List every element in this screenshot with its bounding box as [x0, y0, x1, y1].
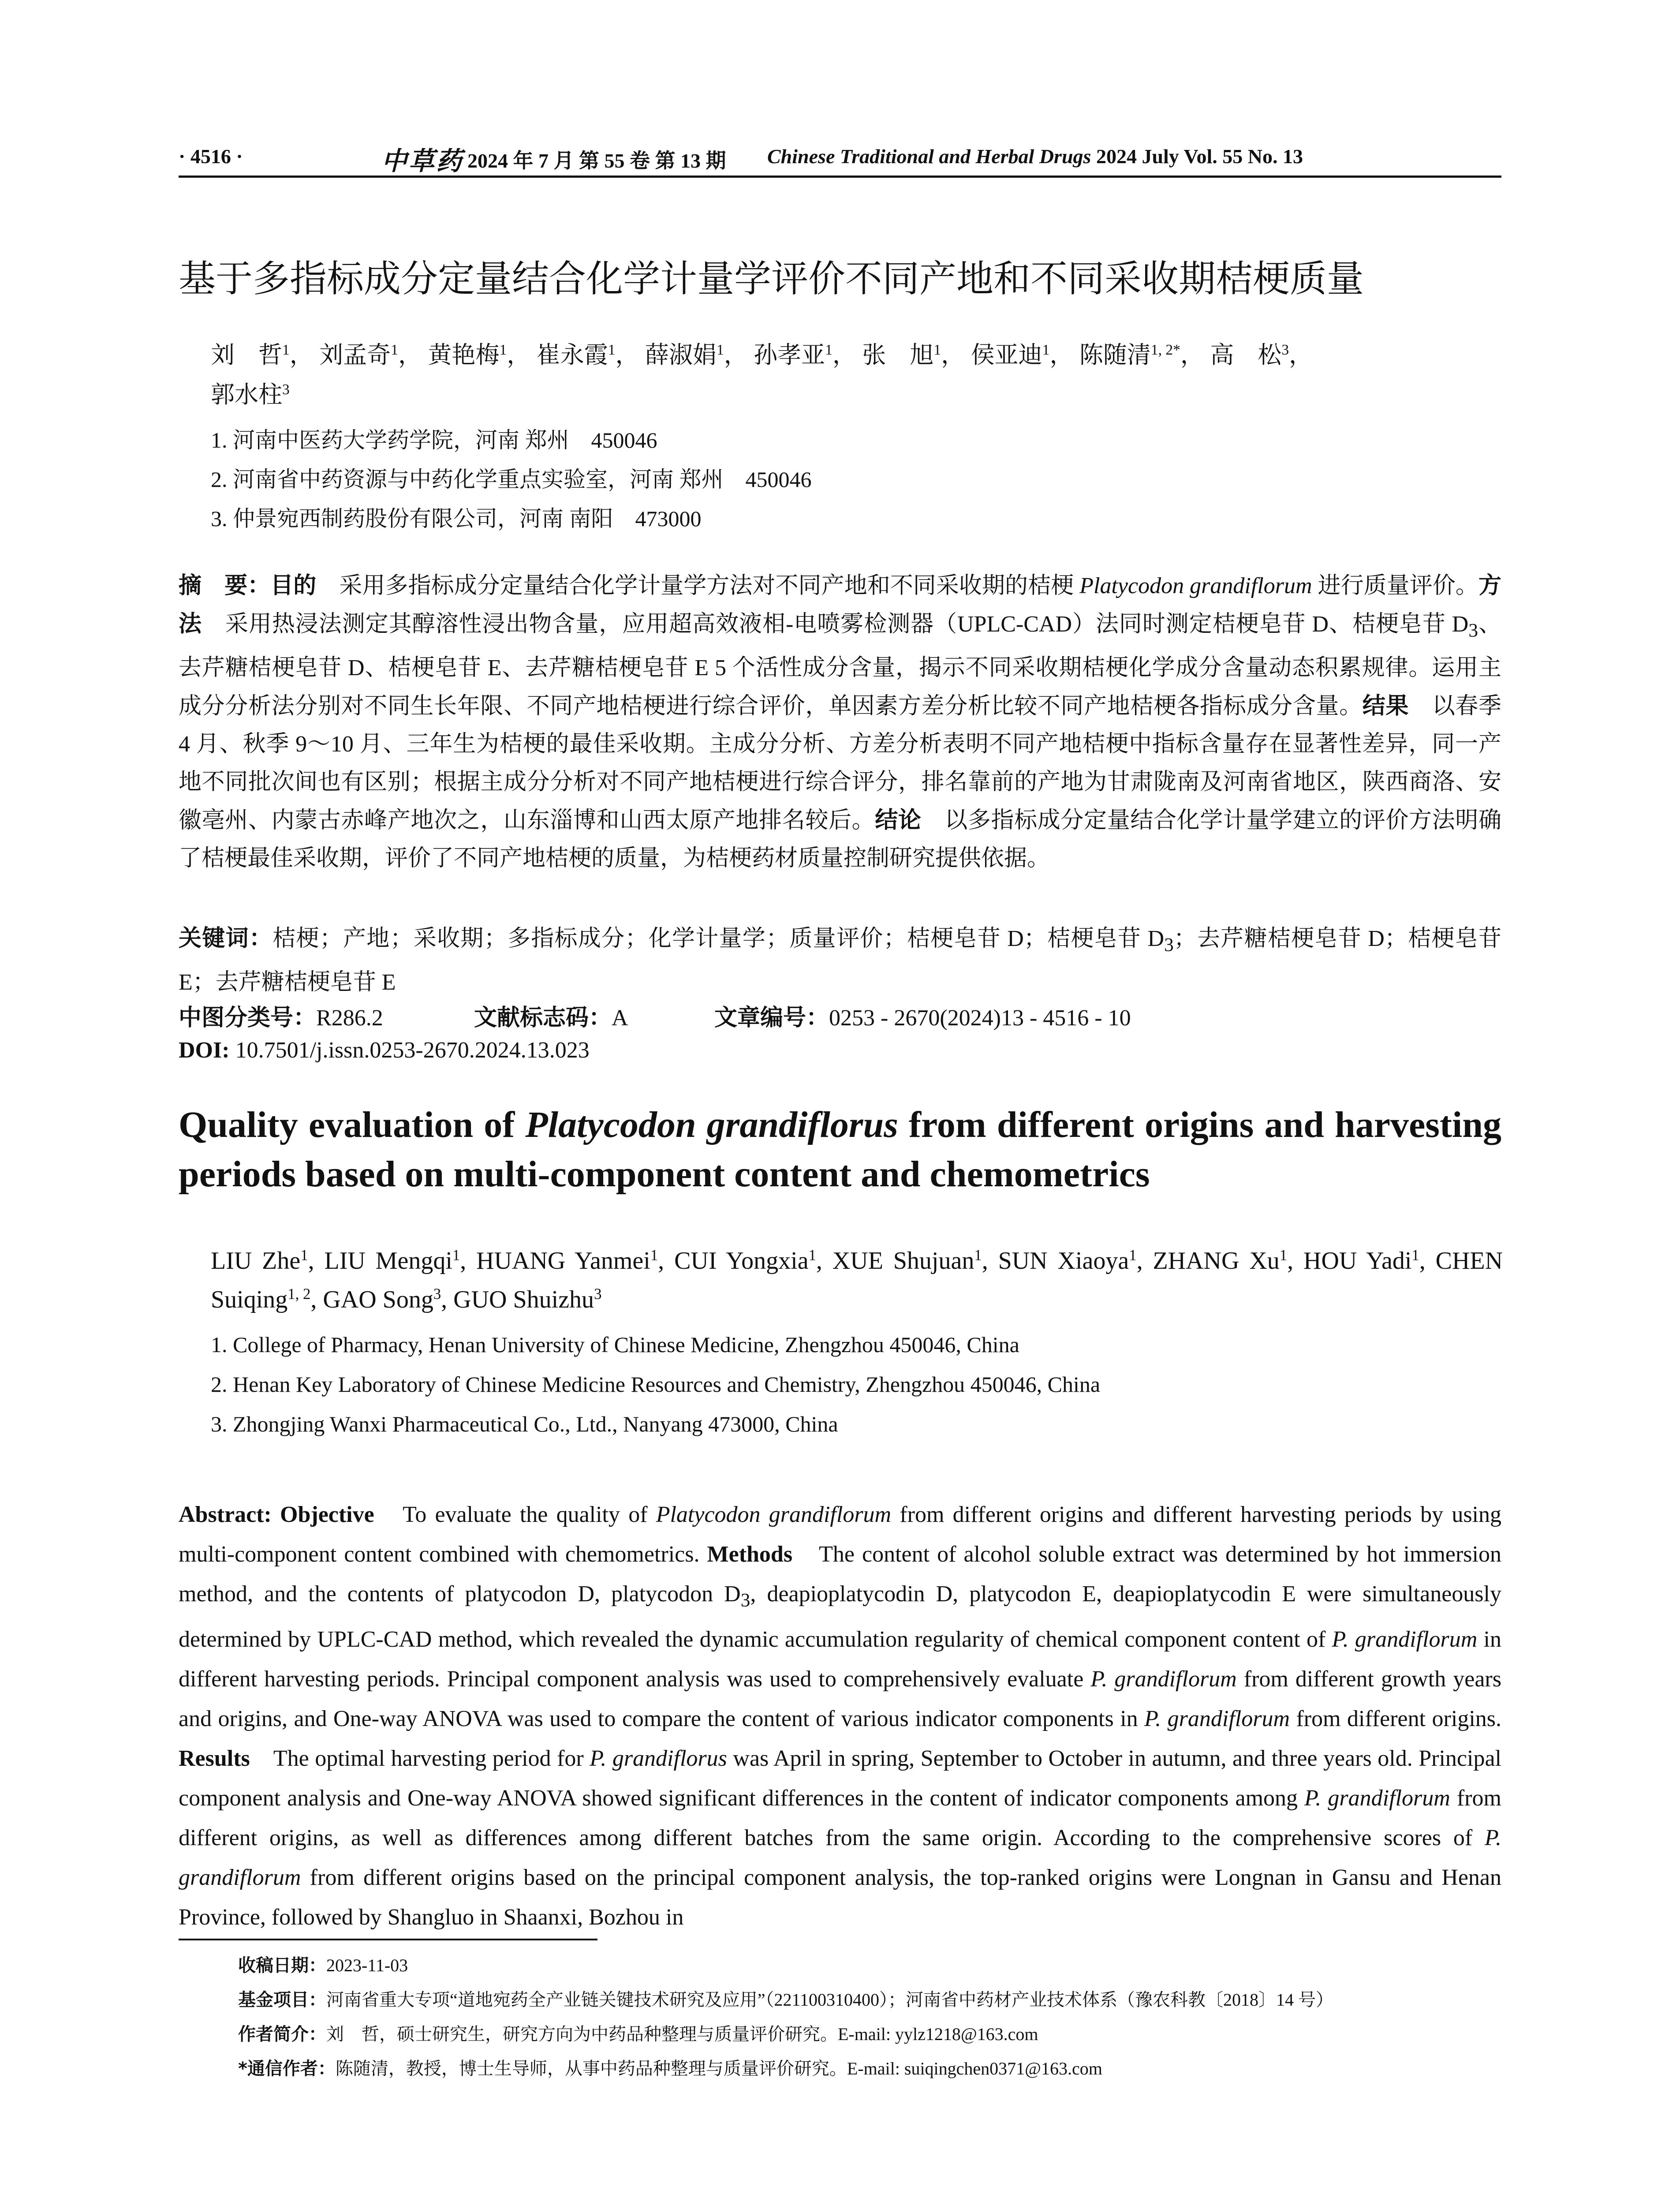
affiliation-en-3: 3. Zhongjing Wanxi Pharmaceutical Co., Ltd., Nanyang 473000, China [211, 1412, 838, 1436]
abstract-en-text: from different origins and different harvesting periods by using multi-component content combined with chemometrics. [179, 1502, 1501, 1567]
affiliation-mark: 3 [1281, 342, 1289, 358]
journal-volume-en: 2024 July Vol. 55 No. 13 [1091, 145, 1303, 168]
author-en: HUANG Yanmei [476, 1247, 650, 1274]
abstract-en-text: was April in spring, September to October in autumn, and three years old. Principal component analysis and One-way ANOVA showed significant differences in the content of indicator components among [179, 1746, 1501, 1811]
page-number: · 4516 · [179, 145, 243, 168]
author-cn: 张 旭 [862, 342, 934, 368]
author-cn: 高 松 [1210, 342, 1282, 368]
affiliation-mark: 1, 2* [1150, 342, 1180, 358]
affiliation-mark: 1 [650, 1246, 658, 1264]
article-number-value: 0253 - 2670(2024)13 - 4516 - 10 [829, 1005, 1131, 1031]
methods-label: 方法 [179, 572, 1501, 637]
corresponding-value: 陈随清，教授，博士生导师，从事中药品种整理与质量评价研究。E-mail: suiqingchen0371@163.com [335, 2059, 1102, 2078]
doi-label: DOI: [179, 1038, 230, 1063]
article-title-cn: 基于多指标成分定量结合化学计量学评价不同产地和不同采收期桔梗质量 [179, 257, 1364, 300]
doc-code-value: A [612, 1005, 628, 1031]
keywords-text: 桔梗；产地；采收期；多指标成分；化学计量学；质量评价；桔梗皂苷 D；桔梗皂苷 D [273, 926, 1165, 951]
keywords-label: 关键词： [179, 925, 273, 952]
doc-code [474, 999, 628, 1032]
affiliation-mark: 1 [282, 342, 290, 358]
objective-text: 采用多指标成分定量结合化学计量学方法对不同产地和不同采收期的桔梗 [316, 573, 1080, 598]
author-en: ZHANG Xu [1153, 1247, 1280, 1274]
author-cn: 刘 哲 [211, 342, 282, 368]
results-text: 以春季 4 月、秋季 9～10 月、三年生为桔梗的最佳采收期。主成分分析、方差分析表明不同产地桔梗中指标含量存在显著性差异，同一产地不同批次间也有区别；根据主成分分析对不同产地桔梗进行综合评分，排名靠前的产地为甘肃陇南及河南省地区，陕西商洛、安徽亳州、内蒙古赤峰产地次之，山东淄博和山西太原产地排名较后。 [179, 694, 1501, 833]
author-en: HOU Yadi [1303, 1247, 1412, 1274]
species-name: P. grandiflorum [1304, 1786, 1450, 1811]
title-en-text: from different origins and harvesting periods based on multi-component content and chemometrics [179, 1104, 1501, 1195]
species-name: Platycodon grandiflorum [1079, 573, 1312, 598]
abstract-cn [179, 567, 1501, 878]
subscript: 3 [1468, 620, 1478, 641]
keywords [179, 919, 1501, 1002]
fund-value: 河南省重大专项“道地宛药全产业链关键技术研究及应用”（221100310400）；河南省中药材产业技术体系（豫农科教〔2018〕14 号） [326, 1990, 1334, 2010]
affiliation-mark: 1 [825, 342, 833, 358]
fund-label: 基金项目： [238, 1990, 326, 2010]
objective-text: 进行质量评价。 [1312, 573, 1478, 598]
abstract-en-text: The content of alcohol soluble extract was determined by hot immersion method, and the contents of platycodon D, platycodon D [179, 1542, 1501, 1607]
affiliation-mark: 1 [933, 342, 941, 358]
conclusion-text: 以多指标成分定量结合化学计量学建立的评价方法明确了桔梗最佳采收期，评价了不同产地桔梗的质量，为桔梗药材质量控制研究提供依据。 [179, 808, 1501, 871]
abstract-en-text: from different origins, as well as differences among different batches from the same origin. According to the comprehensive scores of [179, 1786, 1501, 1851]
affiliation-mark: 1 [1042, 342, 1050, 358]
affiliation-mark: 1 [1129, 1246, 1137, 1264]
author-en: CUI Yongxia [674, 1247, 809, 1274]
results-label: 结果 [1362, 693, 1409, 720]
author-bio-label: 作者简介： [238, 2024, 326, 2044]
received-value: 2023-11-03 [326, 1955, 408, 1975]
affiliation-mark: 1 [716, 342, 724, 358]
author-cn: 孙孝亚 [754, 342, 825, 368]
header-rule [179, 176, 1501, 178]
affiliation-mark: 1 [808, 1246, 816, 1264]
species-name: P. grandiflorus [590, 1746, 727, 1771]
affiliation-mark: 1 [974, 1246, 982, 1264]
abstract-en-text: To evaluate the quality of [374, 1502, 656, 1527]
author-bio-value: 刘 哲，硕士研究生，研究方向为中药品种整理与质量评价研究。E-mail: yylz1218@163.com [326, 2024, 1038, 2044]
subscript: 3 [740, 1589, 750, 1611]
species-name: P. grandiflorum [179, 1825, 1501, 1891]
journal-issue-en [767, 145, 1303, 168]
author-cn: 郭水柱 [211, 381, 282, 408]
objective-label: 目的 [270, 572, 317, 599]
affiliation-en-1: 1. College of Pharmacy, Henan University of Chinese Medicine, Zhengzhou 450046, China [211, 1332, 1019, 1357]
author-en: LIU Mengqi [324, 1247, 452, 1274]
affiliation-cn-3: 3. 仲景宛西制药股份有限公司，河南 南阳 473000 [211, 506, 702, 531]
footnote-fund [238, 1986, 1333, 2011]
footnote-received [238, 1951, 408, 1977]
author-cn: 刘孟奇 [319, 342, 391, 368]
title-en-species: Platycodon grandiflorus [525, 1104, 898, 1145]
running-header [179, 140, 1501, 180]
footnote-corresponding [238, 2055, 1102, 2080]
affiliation-mark: 1 [391, 342, 398, 358]
author-cn: 黄艳梅 [428, 342, 500, 368]
title-en-text: Quality evaluation of [179, 1104, 526, 1145]
authors-en: LIU Zhe$^1$, LIU Mengqi$^1$, HUANG Yanmei$^1$, CUI Yongxia$^1$, XUE Shujuan$^1$, SUN Xiaoya$^1$, ZHANG Xu$^1$, HOU Yadi$^1$, CHEN Suiqing$^{1, 2}$, GAO Song$^3$, GUO Shuizhu$^3$ [211, 1246, 1503, 1313]
author-cn: 侯亚迪 [971, 342, 1042, 368]
article-title-en [179, 1100, 1501, 1199]
authors-cn-line-2 [211, 376, 290, 410]
abstract-en-text: in different harvesting periods. Principal component analysis was used to comprehensively evaluate [179, 1627, 1501, 1692]
affiliation-cn-1: 1. 河南中医药大学药学院，河南 郑州 450046 [211, 428, 657, 452]
received-label: 收稿日期： [238, 1955, 326, 1976]
author-en: GAO Song [323, 1286, 433, 1313]
results-en-label: Results [179, 1746, 250, 1771]
author-en: GUO Shuizhu [453, 1286, 594, 1313]
author-en: SUN Xiaoya [998, 1247, 1129, 1274]
affiliation-mark: 3 [594, 1285, 602, 1303]
affiliation-mark: 1 [1411, 1246, 1419, 1264]
author-en: CHEN Suiqing [211, 1247, 1503, 1313]
affiliation-en-2: 2. Henan Key Laboratory of Chinese Medicine Resources and Chemistry, Zhengzhou 450046, China [211, 1372, 1101, 1397]
methods-text: 、去芹糖桔梗皂苷 D、桔梗皂苷 E、去芹糖桔梗皂苷 E 5 个活性成分含量，揭示不同采收期桔梗化学成分含量动态积累规律。运用主成分分析法分别对不同生长年限、不同产地桔梗进行综合评价，单因素方差分析比较不同产地桔梗各指标成分含量。 [179, 612, 1501, 719]
affiliation-mark: 3 [282, 381, 290, 398]
species-name: P. grandiflorum [1090, 1667, 1237, 1692]
author-cn: 薛淑娟 [645, 342, 717, 368]
article-number-label: 文章编号： [714, 1005, 829, 1031]
footnote-rule [179, 1939, 597, 1940]
journal-name-en: Chinese Traditional and Herbal Drugs [767, 145, 1091, 168]
article-number [714, 999, 1131, 1032]
methods-text: 采用热浸法测定其醇溶性浸出物含量，应用超高效液相-电喷雾检测器（UPLC-CAD）法同时测定桔梗皂苷 D、桔梗皂苷 D [202, 612, 1469, 637]
affiliation-mark: 1 [608, 342, 616, 358]
author-en: LIU Zhe [211, 1247, 301, 1274]
abstract-en-text: from different growth years and origins, and One-way ANOVA was used to compare the content of various indicator components in [179, 1667, 1501, 1732]
abstract-en-text: , deapioplatycodin D, platycodon E, deapioplatycodin E were simultaneously determined by UPLC-CAD method, which revealed the dynamic accumulation regularity of chemical component content of [179, 1581, 1501, 1652]
affiliation-cn-2: 2. 河南省中药资源与中药化学重点实验室，河南 郑州 450046 [211, 467, 812, 492]
species-name: P. grandiflorum [1144, 1706, 1290, 1732]
species-name: P. grandiflorum [1332, 1627, 1478, 1652]
affiliation-mark: 1 [300, 1246, 308, 1264]
species-name: Platycodon grandiflorum [656, 1502, 892, 1527]
affiliation-mark: 3 [433, 1285, 441, 1303]
authors-cn-line-1: 刘 哲$^1$， 刘孟奇$^1$， 黄艳梅$^1$， 崔永霞$^1$， 薛淑娟$^1$， 孙孝亚$^1$， 张 旭$^1$， 侯亚迪$^1$， 陈随清$^{1, 2*}$， 高 松$^3$， [211, 342, 1313, 368]
affiliation-mark: 1 [452, 1246, 460, 1264]
corresponding-label: *通信作者： [238, 2059, 336, 2079]
doi-value: 10.7501/j.issn.0253-2670.2024.13.023 [229, 1038, 590, 1063]
abstract-label: 摘 要： [179, 572, 271, 599]
abstract-en-text: The optimal harvesting period for [250, 1746, 590, 1771]
abstract-en-text: from different origins based on the principal component analysis, the top-ranked origins were Longnan in Gansu and Henan Province, followed by Shangluo in Shaanxi, Bozhou in [179, 1865, 1501, 1930]
affiliation-mark: 1 [499, 342, 507, 358]
subscript: 3 [1164, 934, 1174, 956]
doc-code-label: 文献标志码： [474, 1005, 612, 1031]
abstract-en-label: Abstract: Objective [179, 1502, 374, 1527]
keywords-text: ；去芹糖桔梗皂苷 D；桔梗皂苷 E；去芹糖桔梗皂苷 E [179, 926, 1501, 995]
journal-issue-cn: 2024 年 7 月 第 55 卷 第 13 期 [467, 149, 726, 172]
conclusion-label: 结论 [875, 807, 922, 834]
affiliation-mark: 1 [1279, 1246, 1288, 1264]
clc-value: R286.2 [316, 1005, 383, 1031]
author-en: XUE Shujuan [832, 1247, 974, 1274]
clc-label: 中图分类号： [179, 1005, 317, 1031]
author-cn: 崔永霞 [536, 342, 608, 368]
abstract-en-text: from different origins. [1290, 1706, 1501, 1732]
author-cn: 陈随清 [1079, 342, 1151, 368]
footnote-author [238, 2020, 1038, 2045]
doi-line [179, 1037, 590, 1063]
journal-logo: 中草药 [381, 147, 464, 176]
affiliation-mark: 1, 2 [287, 1285, 311, 1303]
classification-line [179, 999, 383, 1032]
abstract-en [179, 1495, 1501, 1937]
methods-en-label: Methods [707, 1542, 793, 1567]
